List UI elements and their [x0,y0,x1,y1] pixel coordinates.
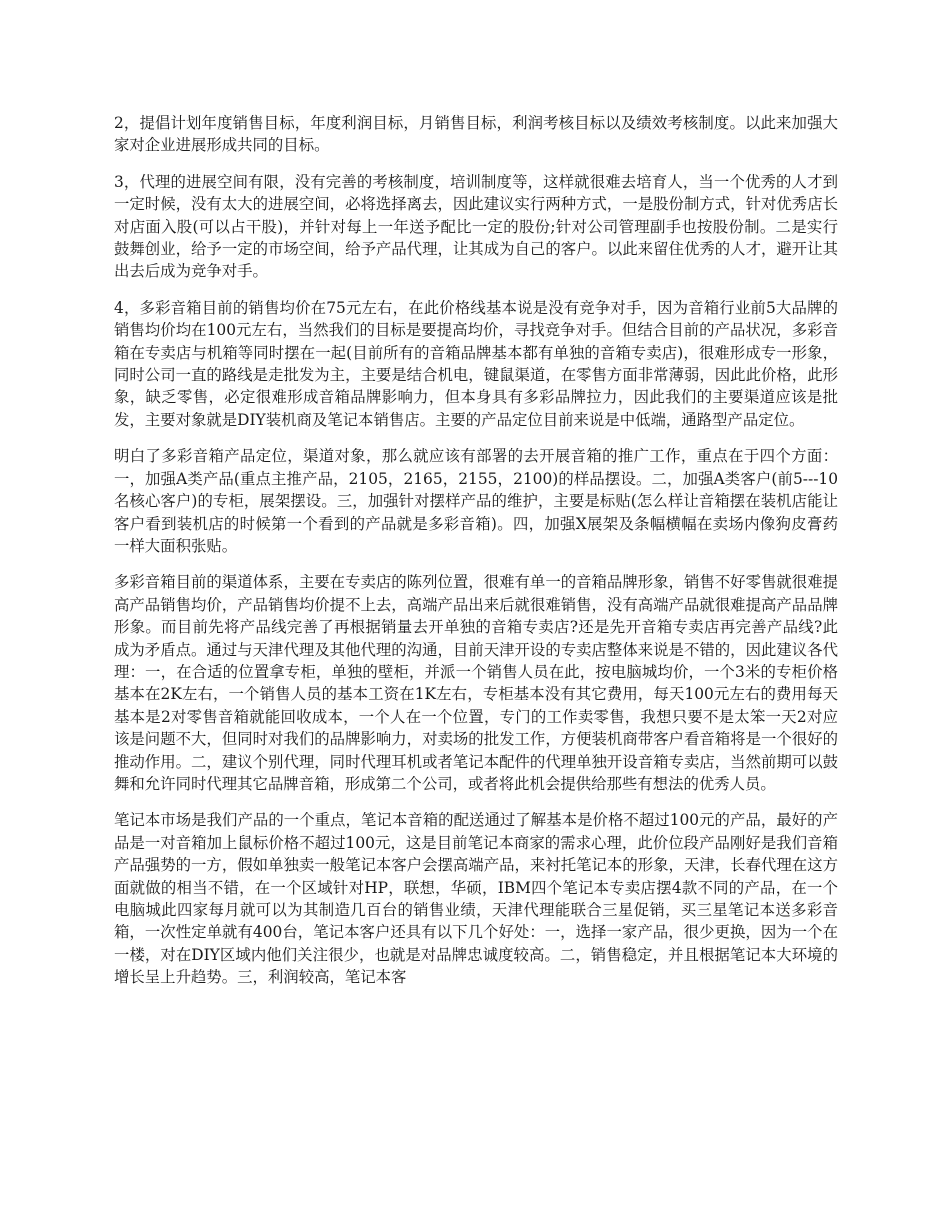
paragraph-pricing-position: 4，多彩音箱目前的销售均价在75元左右，在此价格线基本说是没有竞争对手，因为音箱行业前5大品牌的销售均价均在100元左右，当然我们的目标是要提高均价，寻找竞争对手。但结合目前的产品状况，多彩音箱在专卖店与机箱等同时摆在一起(目前所有的音箱品牌基本都有单独的音箱专卖店)，很难形成专一形象，同时公司一直的路线是走批发为主，主要是结合机电，键鼠渠道，在零售方面非常薄弱，因此此价格，此形象，缺乏零售，必定很难形成音箱品牌影响力，但本身具有多彩品牌拉力，因此我们的主要渠道应该是批发，主要对象就是DIY装机商及笔记本销售店。主要的产品定位目前来说是中低端，通路型产品定位。 [114,298,838,429]
paragraph-channel-system: 多彩音箱目前的渠道体系，主要在专卖店的陈列位置，很难有单一的音箱品牌形象，销售不好零售就很难提高产品销售均价，产品销售均价提不上去，高端产品出来后就很难销售，没有高端产品就很难提高产品品牌形象。而目前先将产品线完善了再根据销量去开单独的音箱专卖店?还是先开音箱专卖店再完善产品线?此成为矛盾点。通过与天津代理及其他代理的沟通，目前天津开设的专卖店整体来说是不错的，因此建议各代理：一，在合适的位置拿专柜，单独的壁柜，并派一个销售人员在此，按电脑城均价，一个3米的专柜价格基本在2K左右，一个销售人员的基本工资在1K左右，专柜基本没有其它费用，每天100元左右的费用每天基本是2对零售音箱就能回收成本，一个人在一个位置，专门的工作卖零售，我想只要不是太笨一天2对应该是问题不大，但同时对我们的品牌影响力，对卖场的批发工作，方便装机商带客户看音箱将是一个很好的推动作用。二，建议个别代理，同时代理耳机或者笔记本配件的代理单独开设音箱专卖店，当然前期可以鼓舞和允许同时代理其它品牌音箱，形成第二个公司，或者将此机会提供给那些有想法的优秀人员。 [114,573,838,793]
document-body [114,112,838,1003]
paragraph-promotion-focus: 明白了多彩音箱产品定位，渠道对象，那么就应该有部署的去开展音箱的推广工作，重点在于四个方面：一，加强A类产品(重点主推产品，2105，2165，2155，2100)的样品摆设。二，加强A类客户(前5---10名核心客户)的专柜，展架摆设。三，加强针对摆样产品的维护，主要是标贴(怎么样让音箱摆在装机店能让客户看到装机店的时候第一个看到的产品就是多彩音箱)。四，加强X展架及条幅横幅在卖场内像狗皮膏药一样大面积张贴。 [114,447,838,555]
paragraph-sales-targets: 2，提倡计划年度销售目标，年度利润目标，月销售目标，利润考核目标以及绩效考核制度。以此来加强大家对企业进展形成共同的目标。 [114,114,838,155]
paragraph-talent-retention: 3，代理的进展空间有限，没有完善的考核制度，培训制度等，这样就很难去培育人，当一个优秀的人才到一定时候，没有太大的进展空间，必将选择离去，因此建议实行两种方式，一是股份制方式，针对优秀店长对店面入股(可以占干股)，并针对每上一年送予配比一定的股份;针对公司管理副手也按股份制。二是实行鼓舞创业，给予一定的市场空间，给予产品代理，让其成为自己的客户。以此来留住优秀的人才，避开让其出去后成为竞争对手。 [114,172,838,281]
paragraph-notebook-market: 笔记本市场是我们产品的一个重点，笔记本音箱的配送通过了解基本是价格不超过100元的产品，最好的产品是一对音箱加上鼠标价格不超过100元，这是目前笔记本商家的需求心理，此价位段产品刚好是我们音箱产品强势的一方，假如单独卖一般笔记本客户会摆高端产品，来衬托笔记本的形象，天津，长春代理在这方面就做的相当不错，在一个区域针对HP，联想，华硕，IBM四个笔记本专卖店摆4款不同的产品，在一个电脑城此四家每月就可以为其制造几百台的销售业绩，天津代理能联合三星促销，买三星笔记本送多彩音箱，一次性定单就有400台，笔记本客户还具有以下几个好处：一，选择一家产品，很少更换，因为一个在一楼，对在DIY区域内他们关注很少，也就是对品牌忠诚度较高。二，销售稳定，并且根据笔记本大环境的增长呈上升趋势。三，利润较高，笔记本客 [114,811,838,987]
